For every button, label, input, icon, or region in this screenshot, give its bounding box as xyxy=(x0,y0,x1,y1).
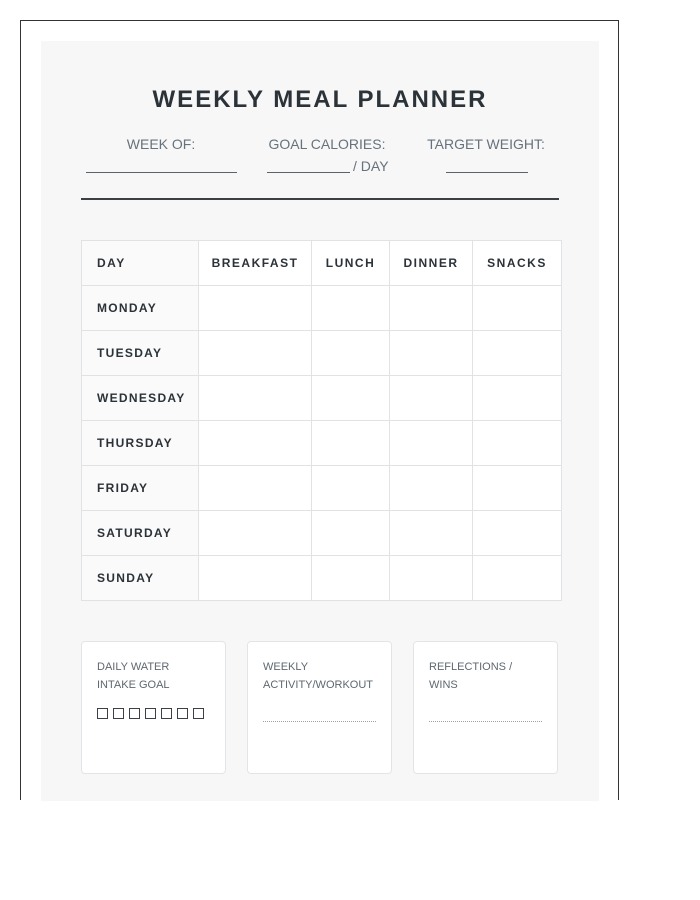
dinner-cell[interactable] xyxy=(390,556,473,601)
reflections-label-line2: WINS xyxy=(429,679,458,691)
snacks-cell[interactable] xyxy=(473,556,562,601)
snacks-cell[interactable] xyxy=(473,511,562,556)
dinner-cell[interactable] xyxy=(390,421,473,466)
column-header-breakfast: BREAKFAST xyxy=(199,241,312,286)
lunch-cell[interactable] xyxy=(312,556,390,601)
reflections-label xyxy=(429,658,551,694)
day-cell: TUESDAY xyxy=(82,331,199,376)
table-row xyxy=(82,466,562,511)
water-glass-checkbox[interactable] xyxy=(177,708,188,719)
water-glass-checkbox[interactable] xyxy=(161,708,172,719)
weekly-activity-label xyxy=(263,658,385,694)
dinner-cell[interactable] xyxy=(390,511,473,556)
header-divider xyxy=(81,198,559,200)
snacks-cell[interactable] xyxy=(473,331,562,376)
lunch-cell[interactable] xyxy=(312,511,390,556)
snacks-cell[interactable] xyxy=(473,466,562,511)
dinner-cell[interactable] xyxy=(390,286,473,331)
water-glass-checkbox[interactable] xyxy=(129,708,140,719)
reflections-box xyxy=(413,641,558,774)
water-intake-label-line2: INTAKE GOAL xyxy=(97,679,170,691)
table-row xyxy=(82,376,562,421)
lunch-cell[interactable] xyxy=(312,376,390,421)
goal-calories-field[interactable] xyxy=(267,172,350,173)
reflections-label-line1: REFLECTIONS / xyxy=(429,661,513,673)
week-of-field[interactable] xyxy=(86,172,237,173)
column-header-dinner: DINNER xyxy=(390,241,473,286)
lunch-cell[interactable] xyxy=(312,466,390,511)
meal-table-body xyxy=(82,286,562,601)
table-row xyxy=(82,421,562,466)
lunch-cell[interactable] xyxy=(312,286,390,331)
water-glass-checkbox[interactable] xyxy=(193,708,204,719)
snacks-cell[interactable] xyxy=(473,286,562,331)
water-glass-checkbox[interactable] xyxy=(113,708,124,719)
breakfast-cell[interactable] xyxy=(199,511,312,556)
day-cell: MONDAY xyxy=(82,286,199,331)
target-weight-field[interactable] xyxy=(446,172,528,173)
water-glass-checkbox[interactable] xyxy=(145,708,156,719)
week-of-label: WEEK OF: xyxy=(126,136,196,152)
table-row xyxy=(82,556,562,601)
day-cell: FRIDAY xyxy=(82,466,199,511)
table-row xyxy=(82,511,562,556)
weekly-activity-label-line2: ACTIVITY/WORKOUT xyxy=(263,679,373,691)
lunch-cell[interactable] xyxy=(312,421,390,466)
dinner-cell[interactable] xyxy=(390,376,473,421)
water-checkbox-group xyxy=(97,704,222,719)
water-intake-label-line1: DAILY WATER xyxy=(97,661,170,673)
per-day-label: / DAY xyxy=(353,158,389,174)
goal-calories-label: GOAL CALORIES: xyxy=(268,136,386,152)
meal-table xyxy=(81,240,562,601)
water-intake-label xyxy=(97,658,219,694)
breakfast-cell[interactable] xyxy=(199,376,312,421)
breakfast-cell[interactable] xyxy=(199,331,312,376)
day-cell: WEDNESDAY xyxy=(82,376,199,421)
table-row xyxy=(82,331,562,376)
breakfast-cell[interactable] xyxy=(199,286,312,331)
weekly-activity-label-line1: WEEKLY xyxy=(263,661,309,673)
day-cell: THURSDAY xyxy=(82,421,199,466)
table-header-row xyxy=(82,241,562,286)
column-header-lunch: LUNCH xyxy=(312,241,390,286)
column-header-snacks: SNACKS xyxy=(473,241,562,286)
breakfast-cell[interactable] xyxy=(199,466,312,511)
snacks-cell[interactable] xyxy=(473,421,562,466)
day-cell: SUNDAY xyxy=(82,556,199,601)
water-glass-checkbox[interactable] xyxy=(97,708,108,719)
reflections-field[interactable] xyxy=(429,721,542,722)
target-weight-label: TARGET WEIGHT: xyxy=(427,136,545,152)
breakfast-cell[interactable] xyxy=(199,421,312,466)
snacks-cell[interactable] xyxy=(473,376,562,421)
water-intake-box xyxy=(81,641,226,774)
weekly-activity-box xyxy=(247,641,392,774)
dinner-cell[interactable] xyxy=(390,331,473,376)
dinner-cell[interactable] xyxy=(390,466,473,511)
weekly-activity-field[interactable] xyxy=(263,721,376,722)
page-title: WEEKLY MEAL PLANNER xyxy=(152,86,488,113)
lunch-cell[interactable] xyxy=(312,331,390,376)
breakfast-cell[interactable] xyxy=(199,556,312,601)
day-cell: SATURDAY xyxy=(82,511,199,556)
column-header-day: DAY xyxy=(82,241,199,286)
table-row xyxy=(82,286,562,331)
